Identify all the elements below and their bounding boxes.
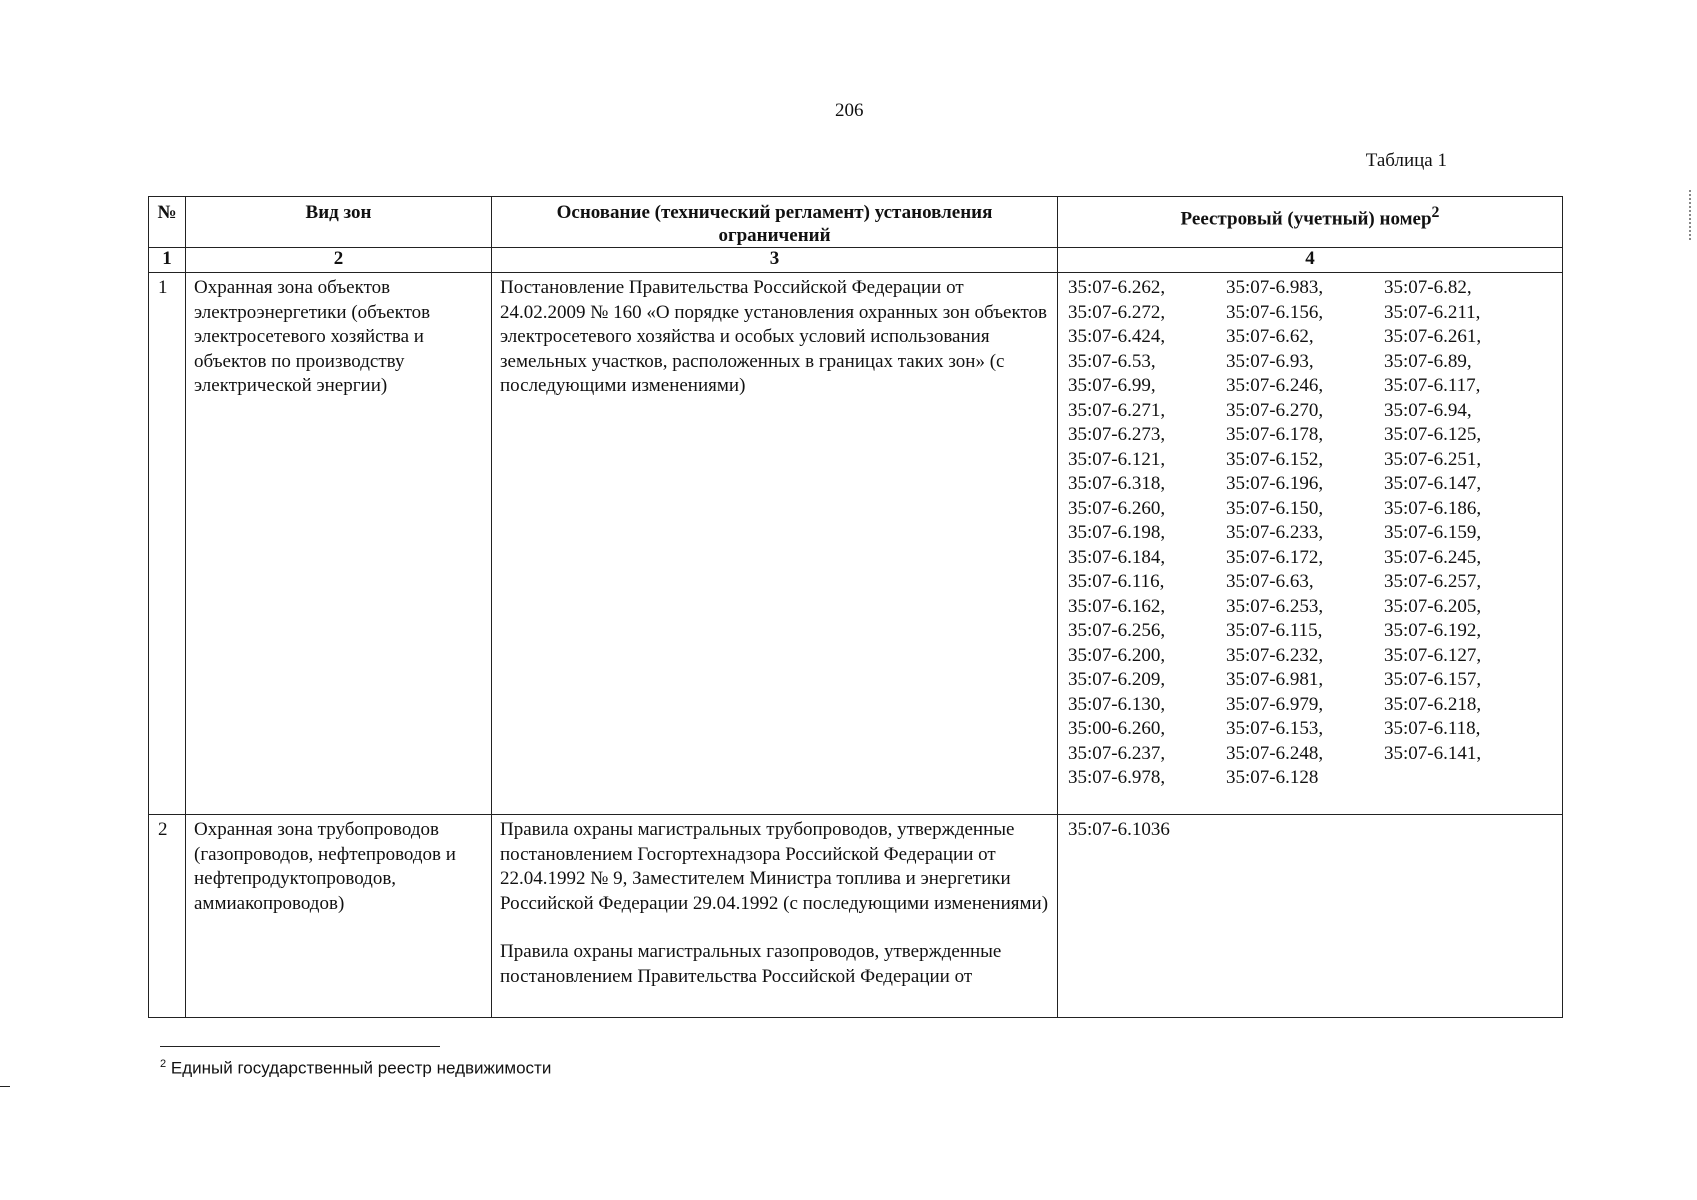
registry-number: 35:07-6.251,: [1384, 448, 1482, 470]
registry-number: 35:07-6.232,: [1226, 644, 1324, 666]
registry-number: 35:07-6.979,: [1226, 693, 1324, 715]
registry-number: 35:07-6.237,: [1068, 742, 1166, 764]
registry-number: 35:07-6.424,: [1068, 326, 1166, 347]
registry-number: 35:07-6.53,: [1068, 350, 1156, 372]
registry-number: 35:07-6.63,: [1226, 571, 1314, 592]
row-number: 1: [149, 273, 186, 815]
registry-number-list: [1066, 818, 1554, 843]
registry-number: 35:07-6.125,: [1384, 424, 1482, 445]
registry-number: 35:07-6.172,: [1226, 546, 1324, 568]
registry-number: 35:07-6.192,: [1384, 620, 1482, 641]
registry-number: 35:07-6.233,: [1226, 522, 1324, 543]
registry-number: 35:07-6.253,: [1226, 595, 1324, 617]
footnote-ref: 2: [1431, 204, 1440, 221]
registry-number: 35:07-6.62,: [1226, 326, 1314, 347]
basis-paragraph: Постановление Правительства Российской Федерации от 24.02.2009 № 160 «О порядке установления охранных зон объектов электросетевого хозяйства и особых условий использования земельных участков, расположенных в границах таких зон» (с последующими изменениями): [500, 277, 1047, 396]
registry-number: 35:07-6.157,: [1384, 669, 1482, 690]
registry-number: 35:07-6.260,: [1068, 497, 1166, 519]
header-number: №: [149, 197, 186, 248]
registry-number: 35:07-6.273,: [1068, 424, 1166, 445]
zone-type-cell: Охранная зона трубопроводов (газопроводов, нефтепроводов и нефтепродуктопроводов, аммиакопроводов): [186, 815, 492, 1018]
registry-number: 35:07-6.89,: [1384, 350, 1472, 372]
registry-number: 35:07-6.93,: [1226, 350, 1314, 372]
column-number-row: [149, 248, 1563, 273]
registry-numbers-cell: [1058, 273, 1563, 815]
page-number: 206: [835, 100, 864, 121]
registry-number: 35:07-6.205,: [1384, 595, 1482, 617]
registry-number: 35:07-6.117,: [1384, 375, 1481, 396]
registry-number: 35:07-6.246,: [1226, 375, 1324, 396]
header-row: [149, 197, 1563, 248]
registry-number: 35:07-6.121,: [1068, 448, 1166, 470]
registry-number: 35:07-6.82,: [1384, 277, 1472, 298]
registry-number: 35:07-6.127,: [1384, 644, 1482, 666]
registry-number: 35:07-6.211,: [1384, 301, 1481, 323]
registry-number: 35:07-6.128: [1226, 767, 1319, 788]
footnote-separator: [160, 1046, 440, 1047]
registry-number: 35:07-6.1036: [1068, 819, 1170, 840]
header-registry-number: [1058, 197, 1563, 248]
registry-number: 35:07-6.130,: [1068, 693, 1166, 715]
registry-number: 35:07-6.116,: [1068, 571, 1165, 592]
basis-cell: [492, 815, 1058, 1018]
registry-number: 35:07-6.261,: [1384, 326, 1482, 347]
registry-number: 35:07-6.196,: [1226, 473, 1324, 494]
registry-number: 35:07-6.99,: [1068, 375, 1156, 396]
basis-paragraph: Правила охраны магистральных трубопроводов, утвержденные постановлением Госгортехнадзора Российской Федерации от 22.04.1992 № 9, Заместителем Министра топлива и энергетики Российской Федерации 29.04.1992 (с последующими изменениями): [500, 819, 1049, 914]
header-zone-type: Вид зон: [186, 197, 492, 248]
registry-number: 35:07-6.153,: [1226, 718, 1324, 739]
registry-number: 35:07-6.270,: [1226, 399, 1324, 421]
header-basis: Основание (технический регламент) установления ограничений: [492, 197, 1058, 248]
registry-number: 35:07-6.271,: [1068, 399, 1166, 421]
footnote-marker: 2: [160, 1058, 167, 1070]
registry-numbers-cell: [1058, 815, 1563, 1018]
registry-number: 35:07-6.262,: [1068, 277, 1166, 298]
registry-number: 35:07-6.94,: [1384, 399, 1472, 421]
registry-number-list: [1066, 276, 1554, 791]
table-row: [149, 273, 1563, 815]
registry-number: 35:07-6.152,: [1226, 448, 1324, 470]
registry-number: 35:07-6.118,: [1384, 718, 1481, 739]
restrictions-table: [148, 196, 1563, 1018]
registry-number: 35:07-6.178,: [1226, 424, 1324, 445]
registry-number: 35:07-6.257,: [1384, 571, 1482, 592]
registry-number: 35:07-6.141,: [1384, 742, 1482, 764]
registry-number: 35:07-6.256,: [1068, 620, 1166, 641]
header-registry-label: Реестровый (учетный) номер: [1180, 208, 1432, 230]
registry-number: 35:07-6.184,: [1068, 546, 1166, 568]
basis-paragraph: Правила охраны магистральных газопроводов, утвержденные постановлением Правительства Российской Федерации от: [500, 941, 1002, 987]
table-title: Таблица 1: [1365, 150, 1447, 171]
registry-number: 35:07-6.209,: [1068, 669, 1166, 690]
registry-number: 35:07-6.147,: [1384, 473, 1482, 494]
registry-number: 35:07-6.248,: [1226, 742, 1324, 764]
row-number: 2: [149, 815, 186, 1018]
registry-number: 35:07-6.318,: [1068, 473, 1166, 494]
zone-type-cell: Охранная зона объектов электроэнергетики (объектов электросетевого хозяйства и объектов по производству электрической энергии): [186, 273, 492, 815]
column-number: 3: [492, 248, 1058, 273]
footnote: [160, 1058, 551, 1079]
registry-number: 35:07-6.186,: [1384, 497, 1482, 519]
column-number: 2: [186, 248, 492, 273]
registry-number: 35:07-6.983,: [1226, 277, 1324, 298]
registry-number: 35:07-6.198,: [1068, 522, 1166, 543]
column-number: 4: [1058, 248, 1563, 273]
registry-number: 35:07-6.245,: [1384, 546, 1482, 568]
registry-number: 35:07-6.200,: [1068, 644, 1166, 666]
registry-number: 35:07-6.981,: [1226, 669, 1324, 690]
registry-number: 35:07-6.115,: [1226, 620, 1323, 641]
registry-number: 35:07-6.150,: [1226, 497, 1324, 519]
registry-number: 35:07-6.159,: [1384, 522, 1482, 543]
footnote-text: Единый государственный реестр недвижимости: [170, 1058, 552, 1078]
registry-number: 35:07-6.156,: [1226, 301, 1324, 323]
registry-number: 35:07-6.218,: [1384, 693, 1482, 715]
basis-cell: [492, 273, 1058, 815]
registry-number: 35:07-6.162,: [1068, 595, 1166, 617]
margin-mark: [0, 1086, 10, 1087]
registry-number: 35:07-6.272,: [1068, 301, 1166, 323]
column-number: 1: [149, 248, 186, 273]
table-row: [149, 815, 1563, 1018]
registry-number: 35:00-6.260,: [1068, 718, 1166, 739]
registry-number: 35:07-6.978,: [1068, 767, 1166, 788]
scan-edge-mark: [1689, 190, 1693, 240]
